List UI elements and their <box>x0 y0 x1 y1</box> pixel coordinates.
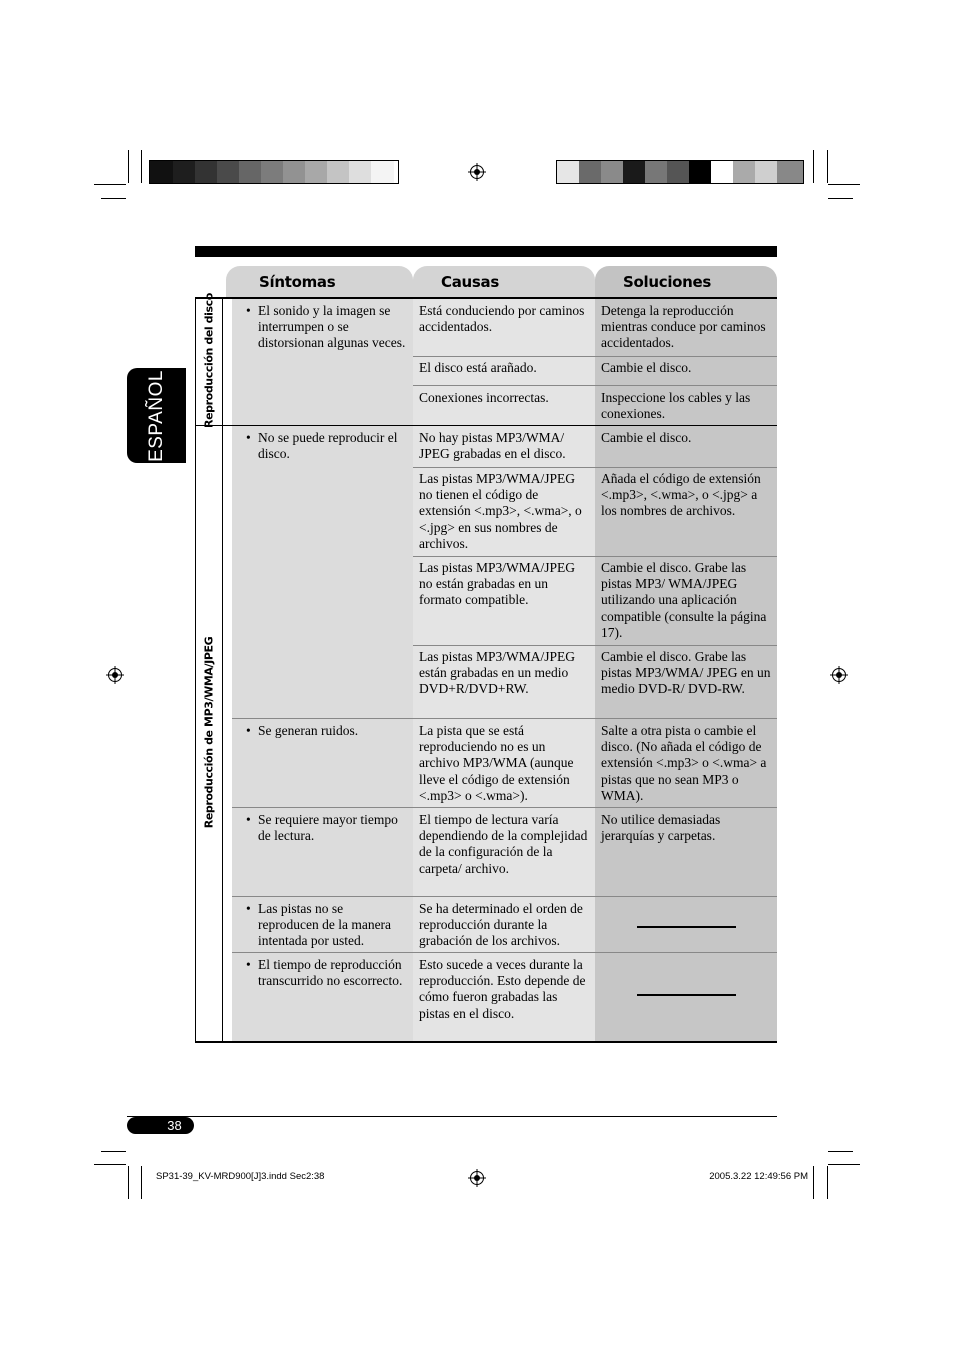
symptom-cell <box>232 299 413 425</box>
crop-mark <box>827 150 828 183</box>
registration-mark-icon <box>470 165 484 179</box>
cause-cell <box>413 645 595 718</box>
crop-mark <box>141 1166 142 1199</box>
symptom-text: • El tiempo de reproducción transcurrido no escorrecto. <box>248 957 407 989</box>
symptom-cell <box>232 808 413 896</box>
table-top-rule <box>195 246 777 257</box>
cause-cell <box>413 808 595 896</box>
color-bar-right <box>556 160 804 184</box>
solution-text: Detenga la reproducción mientras conduce por caminos accidentados. <box>601 303 766 351</box>
cause-text: Las pistas MP3/WMA/JPEG están grabadas en un medio DVD+R/DVD+RW. <box>419 649 576 697</box>
symptom-text: • Se generan ruidos. <box>248 723 407 739</box>
cause-cell <box>413 299 595 356</box>
symptom-cell <box>232 897 413 952</box>
solution-text: Añada el código de extensión <.mp3>, <.wma>, o <.jpg> a los nombres de archivos. <box>601 471 761 519</box>
language-tab-label: ESPAÑOL <box>145 369 167 462</box>
crop-mark <box>828 1151 853 1152</box>
solution-text: Cambie el disco. <box>601 360 692 375</box>
crop-mark <box>828 198 853 199</box>
section-label-mp3: Reproducción de MP3/WMA/JPEG <box>202 636 216 829</box>
crop-mark <box>94 1164 126 1165</box>
crop-mark <box>128 1166 129 1199</box>
crop-mark <box>141 150 142 183</box>
row-divider <box>413 385 777 386</box>
cause-text: El disco está arañado. <box>419 360 537 375</box>
section-label-disc: Reproducción del disco <box>202 293 216 428</box>
cause-text: Se ha determinado el orden de reproducción durante la grabación de los archivos. <box>419 901 583 949</box>
no-solution-dash <box>637 926 736 928</box>
symptom-cell <box>232 426 413 718</box>
crop-mark <box>94 184 126 185</box>
crop-mark <box>101 198 126 199</box>
solution-cell <box>595 556 777 645</box>
solution-cell <box>595 386 777 425</box>
solution-cell <box>595 808 777 896</box>
cause-text: La pista que se está reproduciendo no es un archivo MP3/WMA (aunque lleve el código de extensión <.mp3> o <.wma>). <box>419 723 574 803</box>
registration-mark-icon <box>108 668 122 682</box>
cause-text: Las pistas MP3/WMA/JPEG no están grabadas en un formato compatible. <box>419 560 576 608</box>
solution-cell <box>595 299 777 356</box>
cause-cell <box>413 426 595 467</box>
crop-mark <box>827 1166 828 1199</box>
row-divider <box>413 467 777 468</box>
crop-mark <box>813 1166 814 1199</box>
solution-cell <box>595 719 777 807</box>
crop-mark <box>828 184 860 185</box>
language-tab <box>127 368 186 463</box>
symptom-text: • No se puede reproducir el disco. <box>248 430 407 462</box>
symptom-text: • Se requiere mayor tiempo de lectura. <box>248 812 407 844</box>
solution-text: Cambie el disco. Grabe las pistas MP3/ WMA/JPEG utilizando una aplicación compatible (consulte la página 17). <box>601 560 767 640</box>
cause-cell <box>413 386 595 425</box>
no-solution-dash <box>637 994 736 996</box>
crop-mark <box>101 1151 126 1152</box>
crop-mark <box>828 1164 860 1165</box>
solution-cell <box>595 467 777 556</box>
solution-cell <box>595 645 777 718</box>
cause-cell <box>413 556 595 645</box>
symptom-cell <box>232 953 413 1041</box>
color-bar-left <box>149 160 399 184</box>
cause-cell <box>413 467 595 556</box>
cause-cell <box>413 719 595 807</box>
cause-text: Conexiones incorrectas. <box>419 390 549 405</box>
footer-timestamp: 2005.3.22 12:49:56 PM <box>709 1171 808 1182</box>
solution-cell <box>595 426 777 467</box>
solution-text: Salte a otra pista o cambie el disco. (No añada el código de extensión <.mp3> o <.wma> a pistas que no sean MP3 o WMA). <box>601 723 767 803</box>
cause-cell <box>413 897 595 952</box>
crop-mark <box>128 150 129 183</box>
symptom-text: • El sonido y la imagen se interrumpen o se distorsionan algunas veces. <box>248 303 407 352</box>
footer-file-info: SP31-39_KV-MRD900[J]3.indd Sec2:38 <box>156 1171 325 1182</box>
registration-mark-icon <box>470 1171 484 1185</box>
footer-rule <box>127 1116 777 1117</box>
header-solutions: Soluciones <box>595 266 777 298</box>
cause-text: No hay pistas MP3/WMA/ JPEG grabadas en el disco. <box>419 430 566 462</box>
cause-cell <box>413 356 595 386</box>
symptom-cell <box>232 719 413 807</box>
solution-cell <box>595 953 777 1041</box>
cause-text: Está conduciendo por caminos accidentados. <box>419 303 585 335</box>
solution-text: Cambie el disco. <box>601 430 692 445</box>
cause-text: El tiempo de lectura varía dependiendo de la complejidad de la configuración de la carpeta/ archivo. <box>419 812 588 876</box>
registration-mark-icon <box>832 668 846 682</box>
solution-cell <box>595 897 777 952</box>
solution-cell <box>595 356 777 386</box>
page-number: 38 <box>127 1117 194 1134</box>
row-divider <box>413 645 777 646</box>
symptom-text: • Las pistas no se reproducen de la manera intentada por usted. <box>248 901 407 950</box>
solution-text: No utilice demasiadas jerarquías y carpetas. <box>601 812 721 844</box>
cause-text: Las pistas MP3/WMA/JPEG no tienen el código de extensión <.mp3>, <.wma>, o <.jpg> en sus nombres de archivos. <box>419 471 582 551</box>
cause-cell <box>413 953 595 1041</box>
solution-text: Inspeccione los cables y las conexiones. <box>601 390 751 422</box>
table-bottom-rule <box>195 1041 777 1043</box>
crop-mark <box>813 150 814 183</box>
header-causes: Causas <box>413 266 595 298</box>
row-divider <box>413 556 777 557</box>
solution-text: Cambie el disco. Grabe las pistas MP3/WMA/ JPEG en un medio DVD-R/ DVD-RW. <box>601 649 771 697</box>
header-symptoms: Síntomas <box>226 266 413 298</box>
row-divider <box>413 356 777 357</box>
cause-text: Esto sucede a veces durante la reproducción. Esto depende de cómo fueron grabadas las pistas en el disco. <box>419 957 586 1021</box>
